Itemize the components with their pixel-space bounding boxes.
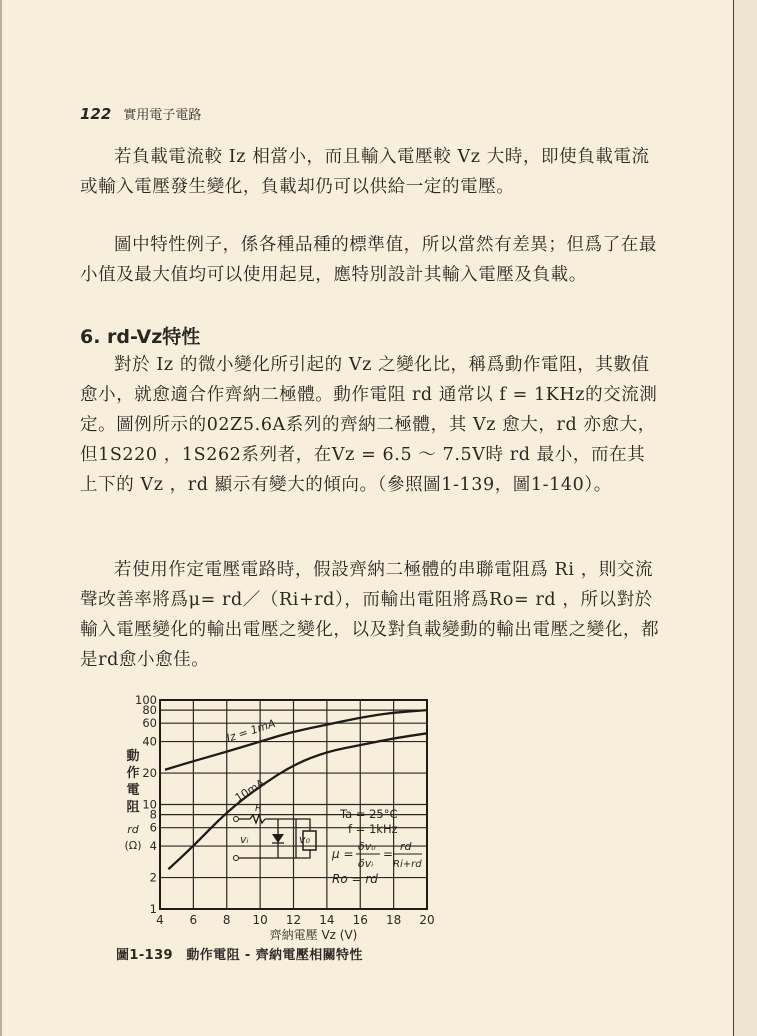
resistor-icon: [250, 815, 265, 823]
section-paragraph-2: 若使用作定電壓電路時，假設齊納二極體的串聯電阻爲 Ri ，則交流聲改善率將爲μ= rd／（Ri+rd），而輸出電阻將爲Ro= rd ，所以對於輸入電壓變化的輸出電壓之變化，以及對負載變動的輸出電壓之變化，都是rd愈小愈佳。: [80, 560, 660, 670]
y-tick-label: 60: [142, 716, 157, 731]
y-axis-label-char: 電: [126, 783, 140, 798]
section-paragraph-1: 對於 Iz 的微小變化所引起的 Vz 之變化比，稱爲動作電阻，其數值愈小，就愈適合作齊納二極體。動作電阻 rd 通常以 f = 1KHz的交流測定。圖例所示的02Z5.6A系列的齊納二極體，其 Vz 愈大，rd 亦愈大，但1S220 ，1S262系列者，在Vz = 6.5 ～ 7.5V時 rd 最小，而在其上下的 Vz ，rd 顯示有變大的傾向。（參照圖1-139，圖1-140）。: [80, 355, 658, 495]
series-label-10ma: 10mA: [232, 776, 267, 805]
x-tick-label: 16: [352, 913, 368, 927]
y-tick-label: 2: [149, 870, 157, 885]
x-tick-label: 8: [222, 913, 231, 927]
annotation-mu-den: δvᵢ: [358, 857, 374, 870]
x-tick-label: 18: [385, 913, 402, 927]
y-tick-label: 10: [142, 797, 157, 812]
y-axis-symbol: rd: [127, 823, 139, 836]
y-tick-label: 40: [142, 734, 157, 749]
resistor-label: R: [255, 803, 262, 814]
x-tick-label: 4: [156, 913, 164, 927]
x-tick-label: 10: [252, 913, 268, 927]
y-tick-label: 6: [149, 820, 157, 835]
y-tick-label: 80: [142, 703, 157, 718]
terminal-icon: [234, 817, 239, 822]
x-axis-label: 齊納電壓 Vz (V): [269, 928, 358, 942]
running-head: [80, 104, 201, 123]
section-heading: 6. rd-Vz特性: [80, 326, 201, 348]
x-tick-label: 6: [189, 913, 198, 927]
annotation-ro: Ro = rd: [332, 872, 378, 886]
annotation-mu: μ =: [332, 847, 354, 861]
annotation-temperature: Ta = 25°C: [340, 807, 398, 821]
x-tick-label: 12: [285, 913, 302, 927]
x-tick-label: 20: [419, 913, 435, 927]
y-axis-label-char: 作: [126, 766, 140, 781]
series-label-1ma: Iz = 1mA: [224, 716, 277, 745]
zener-diode-icon: [272, 834, 284, 843]
y-tick-label: 20: [142, 766, 157, 781]
page-number: 122: [80, 105, 112, 123]
adjacent-page-edge: [733, 0, 757, 1036]
circuit-wire: [236, 850, 310, 858]
circuit-wire: [265, 819, 310, 831]
y-tick-label: 1: [149, 902, 157, 916]
y-tick-label: 4: [149, 839, 157, 854]
figure-caption: 圖1-139 動作電阻 - 齊納電壓相關特性: [116, 948, 363, 963]
y-tick-label: 8: [149, 807, 157, 822]
rd-vz-chart: [100, 690, 450, 970]
annotation-eq: =: [383, 847, 394, 861]
terminal-icon: [234, 856, 239, 861]
y-axis-unit: (Ω): [124, 839, 142, 852]
vo-label: v₀: [299, 833, 310, 846]
book-title: 實用電子電路: [123, 108, 202, 123]
paragraph-1: 若負載電流較 Iz 相當小，而且輸入電壓較 Vz 大時，即使負載電流或輸入電壓發生變化，負載却仍可以供給一定的電壓。: [80, 147, 650, 197]
x-tick-label: 14: [319, 913, 335, 927]
y-axis-label-char: 動: [126, 749, 140, 764]
annotation-rd: rd: [400, 840, 412, 853]
annotation-mu-num: δv₀: [358, 840, 376, 853]
annotation-ri-rd: Ri+rd: [393, 859, 422, 870]
chart-canvas: [100, 690, 450, 970]
vi-label: vᵢ: [240, 833, 249, 846]
annotation-frequency: f = 1kHz: [348, 822, 398, 836]
y-axis-label-char: 阻: [126, 800, 140, 815]
y-tick-label: 100: [135, 693, 157, 707]
paragraph-2: 圖中特性例子，係各種品種的標準值，所以當然有差異；但爲了在最小值及最大值均可以使用起見，應特別設計其輸入電壓及負載。: [80, 235, 657, 285]
